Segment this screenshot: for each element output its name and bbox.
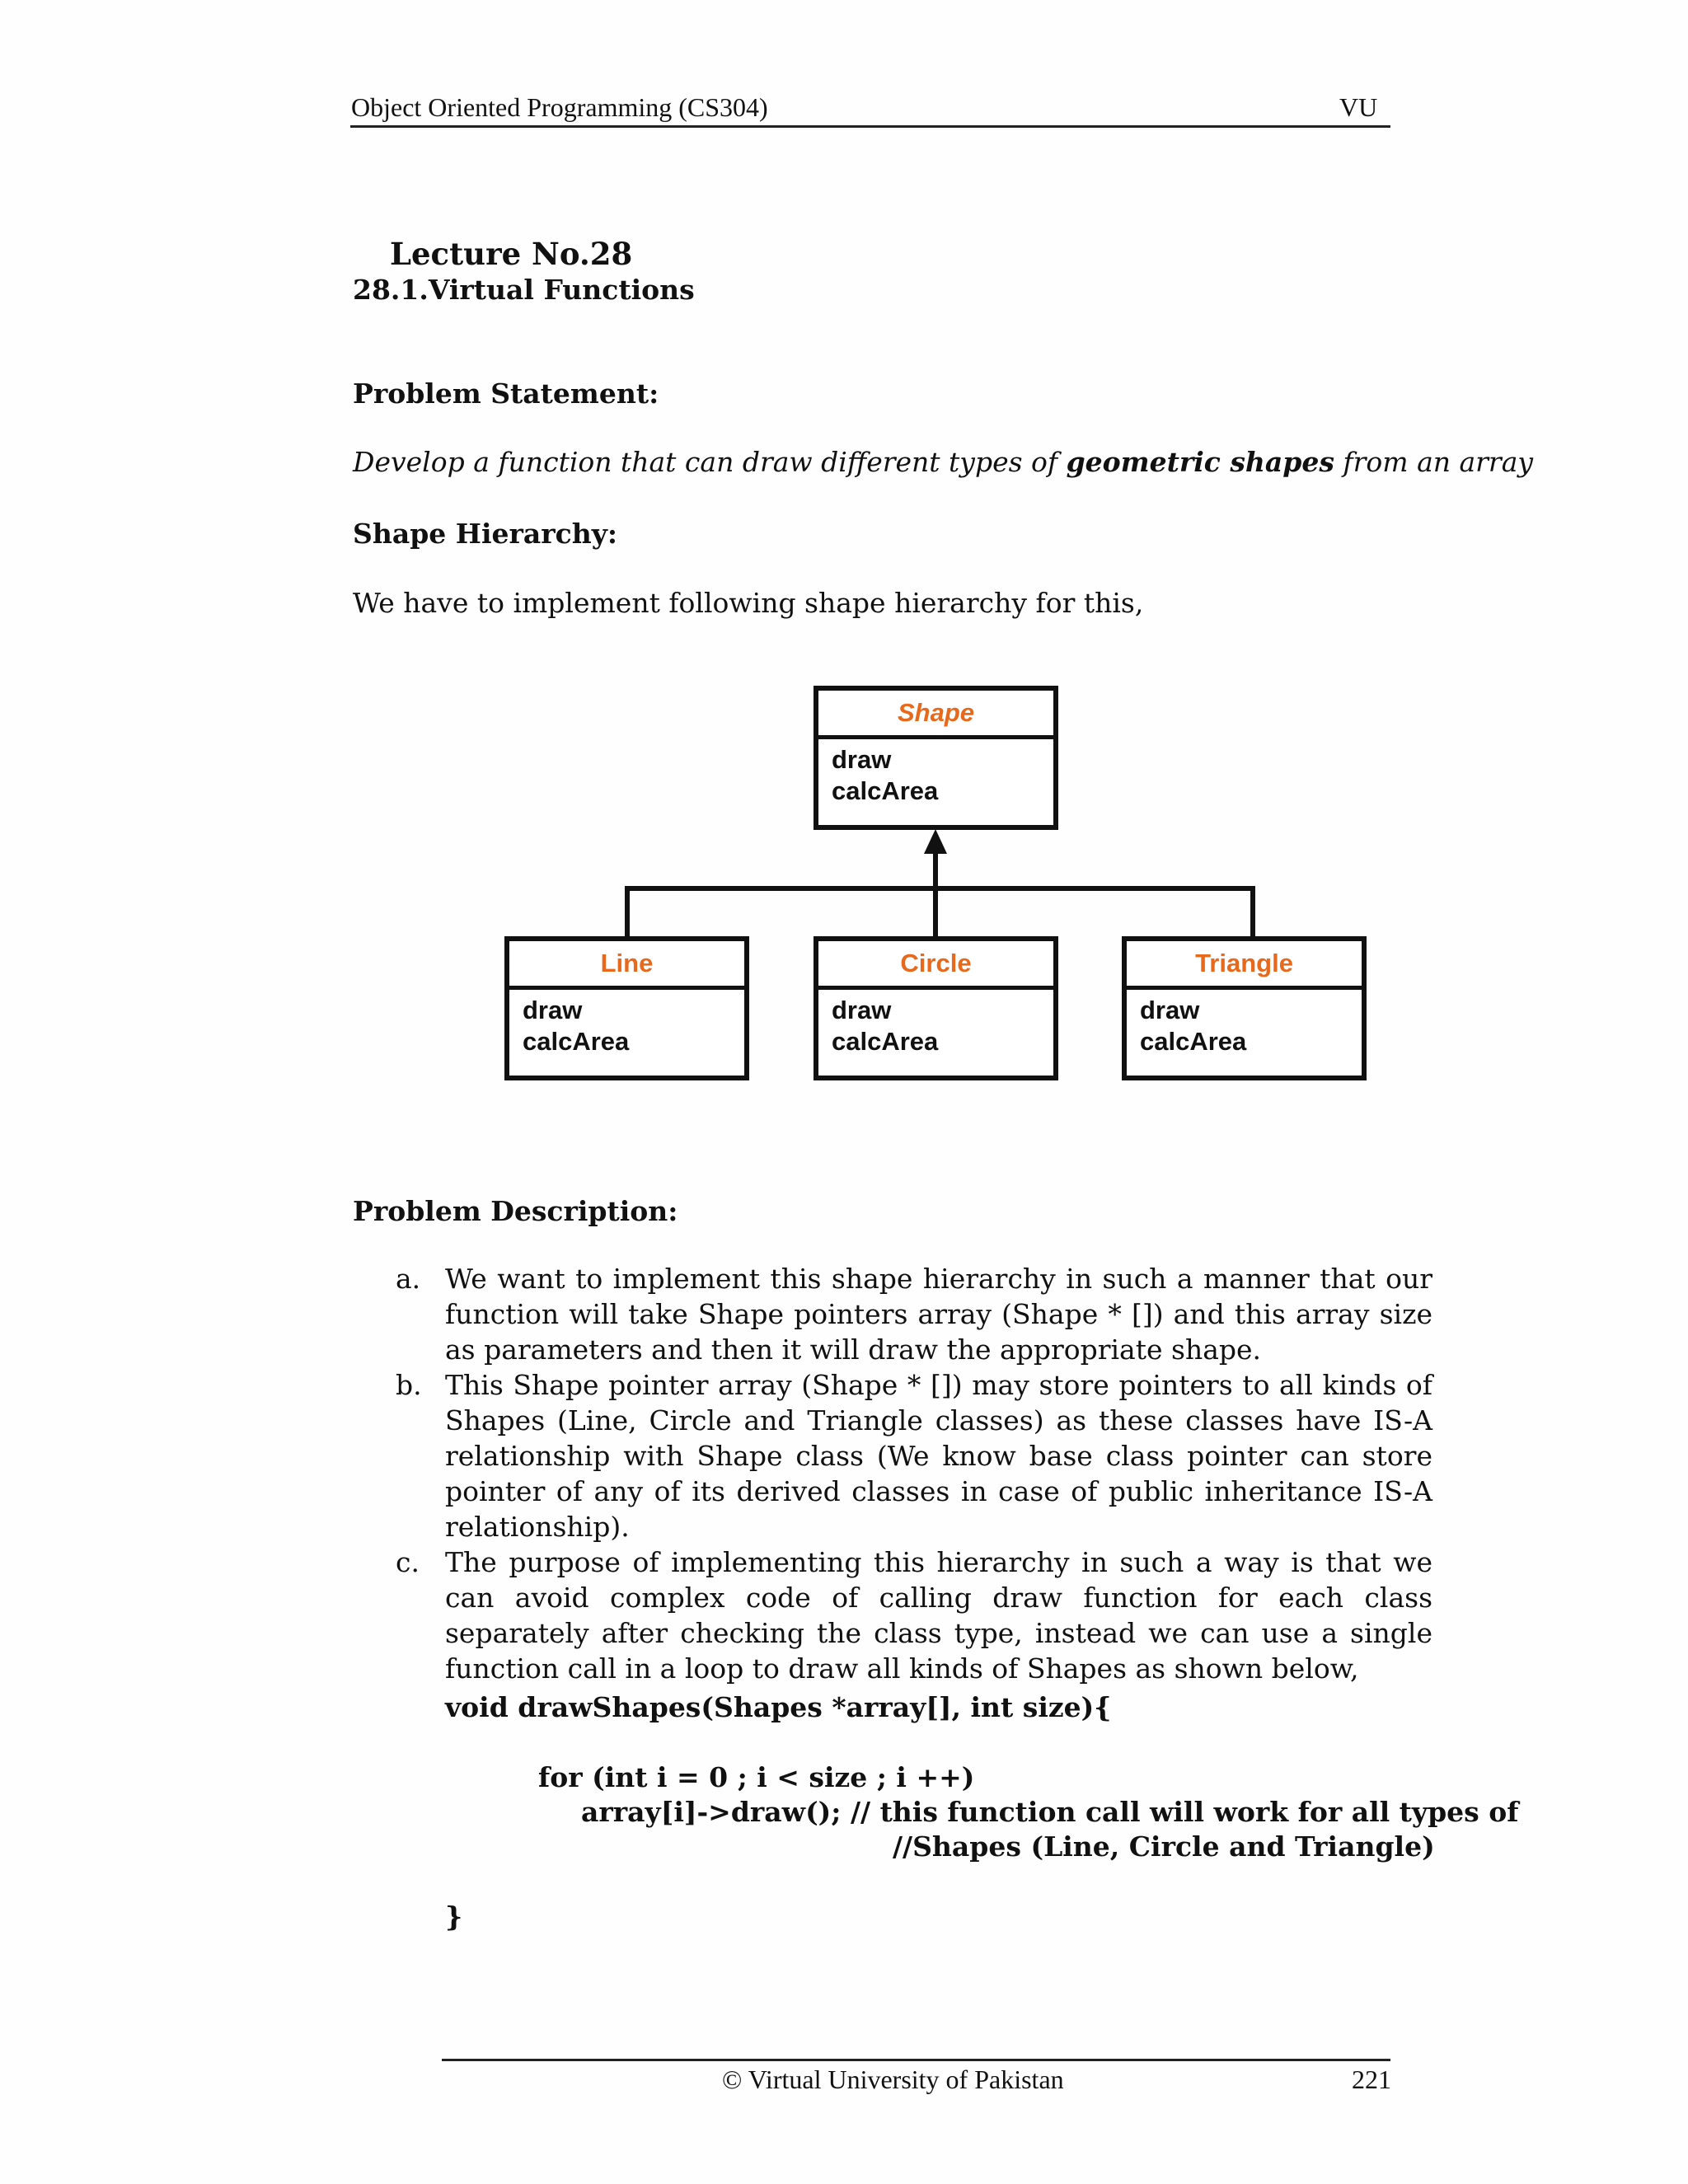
- list-item-text: This Shape pointer array (Shape * []) may store pointers to all kinds of Shapes (Line, Circle and Triangle classes) as these classes have IS-A relationship with Shape class (We know base class pointer can store pointer of any of its derived classes in case of public inheritance IS-A relationship).: [445, 1369, 1432, 1543]
- inheritance-arrowhead: [924, 829, 947, 854]
- class-triangle: [1122, 936, 1367, 1080]
- problem-statement-heading: Problem Statement:: [353, 377, 659, 410]
- code-line-5: }: [445, 1900, 463, 1933]
- op-draw: draw: [1140, 996, 1200, 1024]
- shape-hierarchy-heading: Shape Hierarchy:: [353, 518, 618, 550]
- header-rule: [350, 125, 1390, 128]
- header-vu: VU: [1339, 92, 1378, 122]
- footer-copyright: © Virtual University of Pakistan: [722, 2064, 1064, 2094]
- code-line-3: array[i]->draw(); // this function call will work for all types of: [581, 1796, 1519, 1828]
- class-circle-ops: [818, 990, 1053, 1057]
- class-triangle-ops: [1127, 990, 1362, 1057]
- op-calcarea: calcArea: [523, 1027, 630, 1056]
- class-shape: [814, 686, 1058, 830]
- code-line-2: for (int i = 0 ; i < size ; i ++): [538, 1761, 975, 1793]
- lecture-title: Lecture No.28: [390, 236, 633, 272]
- class-shape-name: Shape: [818, 691, 1053, 739]
- op-calcarea: calcArea: [832, 776, 939, 805]
- op-draw: draw: [832, 745, 892, 774]
- op-draw: draw: [832, 996, 892, 1024]
- class-shape-ops: [818, 739, 1053, 807]
- list-item-text: We want to implement this shape hierarchy in such a manner that our function will take Shape pointers array (Shape * []) and this array size as parameters and then it will draw the appropriate shape.: [445, 1263, 1432, 1366]
- class-circle: [814, 936, 1058, 1080]
- section-title: 28.1.Virtual Functions: [353, 274, 695, 306]
- problem-statement-text: Develop a function that can draw different types of geometric shapes from an array: [353, 446, 1534, 478]
- list-marker: a.: [396, 1263, 421, 1295]
- op-draw: draw: [523, 996, 583, 1024]
- list-item: [396, 1367, 1432, 1544]
- class-triangle-name: Triangle: [1127, 941, 1362, 990]
- list-item: [396, 1544, 1432, 1686]
- class-line-ops: [509, 990, 744, 1057]
- class-line-name: Line: [509, 941, 744, 990]
- page-number: 221: [1352, 2064, 1391, 2094]
- header-course: Object Oriented Programming (CS304): [351, 92, 768, 122]
- code-line-1: void drawShapes(Shapes *array[], int size){: [445, 1691, 1112, 1723]
- code-line-4: //Shapes (Line, Circle and Triangle): [893, 1830, 1435, 1863]
- list-item-text: The purpose of implementing this hierarchy in such a way is that we can avoid complex code of calling draw function for each class separately after checking the class type, instead we can use a single function call in a loop to draw all kinds of Shapes as shown below,: [445, 1546, 1432, 1685]
- op-calcarea: calcArea: [832, 1027, 939, 1056]
- footer-rule: [442, 2059, 1390, 2061]
- problem-description-heading: Problem Description:: [353, 1195, 678, 1227]
- class-line: [504, 936, 749, 1080]
- problem-description-list: [396, 1261, 1432, 1686]
- list-item: [396, 1261, 1432, 1367]
- op-calcarea: calcArea: [1140, 1027, 1247, 1056]
- shape-hierarchy-intro: We have to implement following shape hierarchy for this,: [353, 587, 1144, 619]
- list-marker: c.: [396, 1546, 420, 1578]
- class-circle-name: Circle: [818, 941, 1053, 990]
- list-marker: b.: [396, 1369, 422, 1401]
